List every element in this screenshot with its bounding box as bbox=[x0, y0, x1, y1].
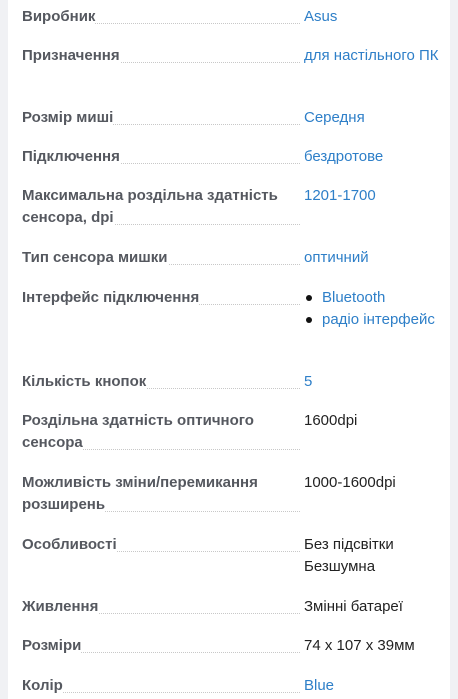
spec-value-list bbox=[304, 287, 444, 331]
spec-value-link[interactable]: для настільного ПК bbox=[304, 47, 439, 64]
spec-value-link[interactable]: оптичний bbox=[304, 249, 369, 266]
spec-label: Розмір миші bbox=[22, 109, 114, 126]
spec-value-link[interactable]: 1201-1700 bbox=[304, 187, 376, 204]
spec-value: 74 x 107 x 39мм bbox=[304, 637, 415, 654]
list-item-label: Bluetooth bbox=[322, 289, 386, 306]
spec-label: Особливості bbox=[22, 536, 117, 553]
list-item[interactable] bbox=[304, 287, 444, 309]
left-border bbox=[0, 0, 8, 699]
spec-value: Змінні батареї bbox=[304, 598, 403, 615]
spec-label: Підключення bbox=[22, 148, 120, 165]
bullet-icon bbox=[306, 295, 312, 301]
dotted-leader bbox=[22, 692, 300, 693]
bullet-icon bbox=[306, 317, 312, 323]
spec-label: Тип сенсора мишки bbox=[22, 249, 168, 266]
spec-label: Кількість кнопок bbox=[22, 373, 147, 390]
spec-label: Інтерфейс підключення bbox=[22, 289, 200, 306]
spec-label: Виробник bbox=[22, 8, 96, 25]
spec-label: Призначення bbox=[22, 47, 120, 64]
spec-value-link[interactable]: бездротове bbox=[304, 148, 384, 165]
spec-label: Роздільна здатність оптичного сенсора bbox=[22, 412, 254, 451]
spec-value-link[interactable]: Asus bbox=[304, 8, 338, 25]
spec-value-link[interactable]: 5 bbox=[304, 373, 313, 390]
spec-value-link[interactable]: Середня bbox=[304, 109, 365, 126]
spec-label: Розміри bbox=[22, 637, 82, 654]
spec-value: 1600dpi bbox=[304, 412, 358, 429]
spec-value-link[interactable]: Blue bbox=[304, 677, 335, 694]
spec-value: 1000-1600dpi bbox=[304, 474, 396, 491]
list-item-label: радіо інтерфейс bbox=[322, 311, 435, 328]
list-item[interactable] bbox=[304, 309, 444, 331]
spec-value: Без підсвітки Безшумна bbox=[304, 536, 394, 575]
spec-label: Можливість зміни/перемикання розширень bbox=[22, 474, 258, 513]
spec-label: Максимальна роздільна здатність сенсора, dpi bbox=[22, 187, 278, 226]
spec-label: Живлення bbox=[22, 598, 99, 615]
right-border bbox=[450, 0, 458, 699]
spec-label: Колір bbox=[22, 677, 63, 694]
